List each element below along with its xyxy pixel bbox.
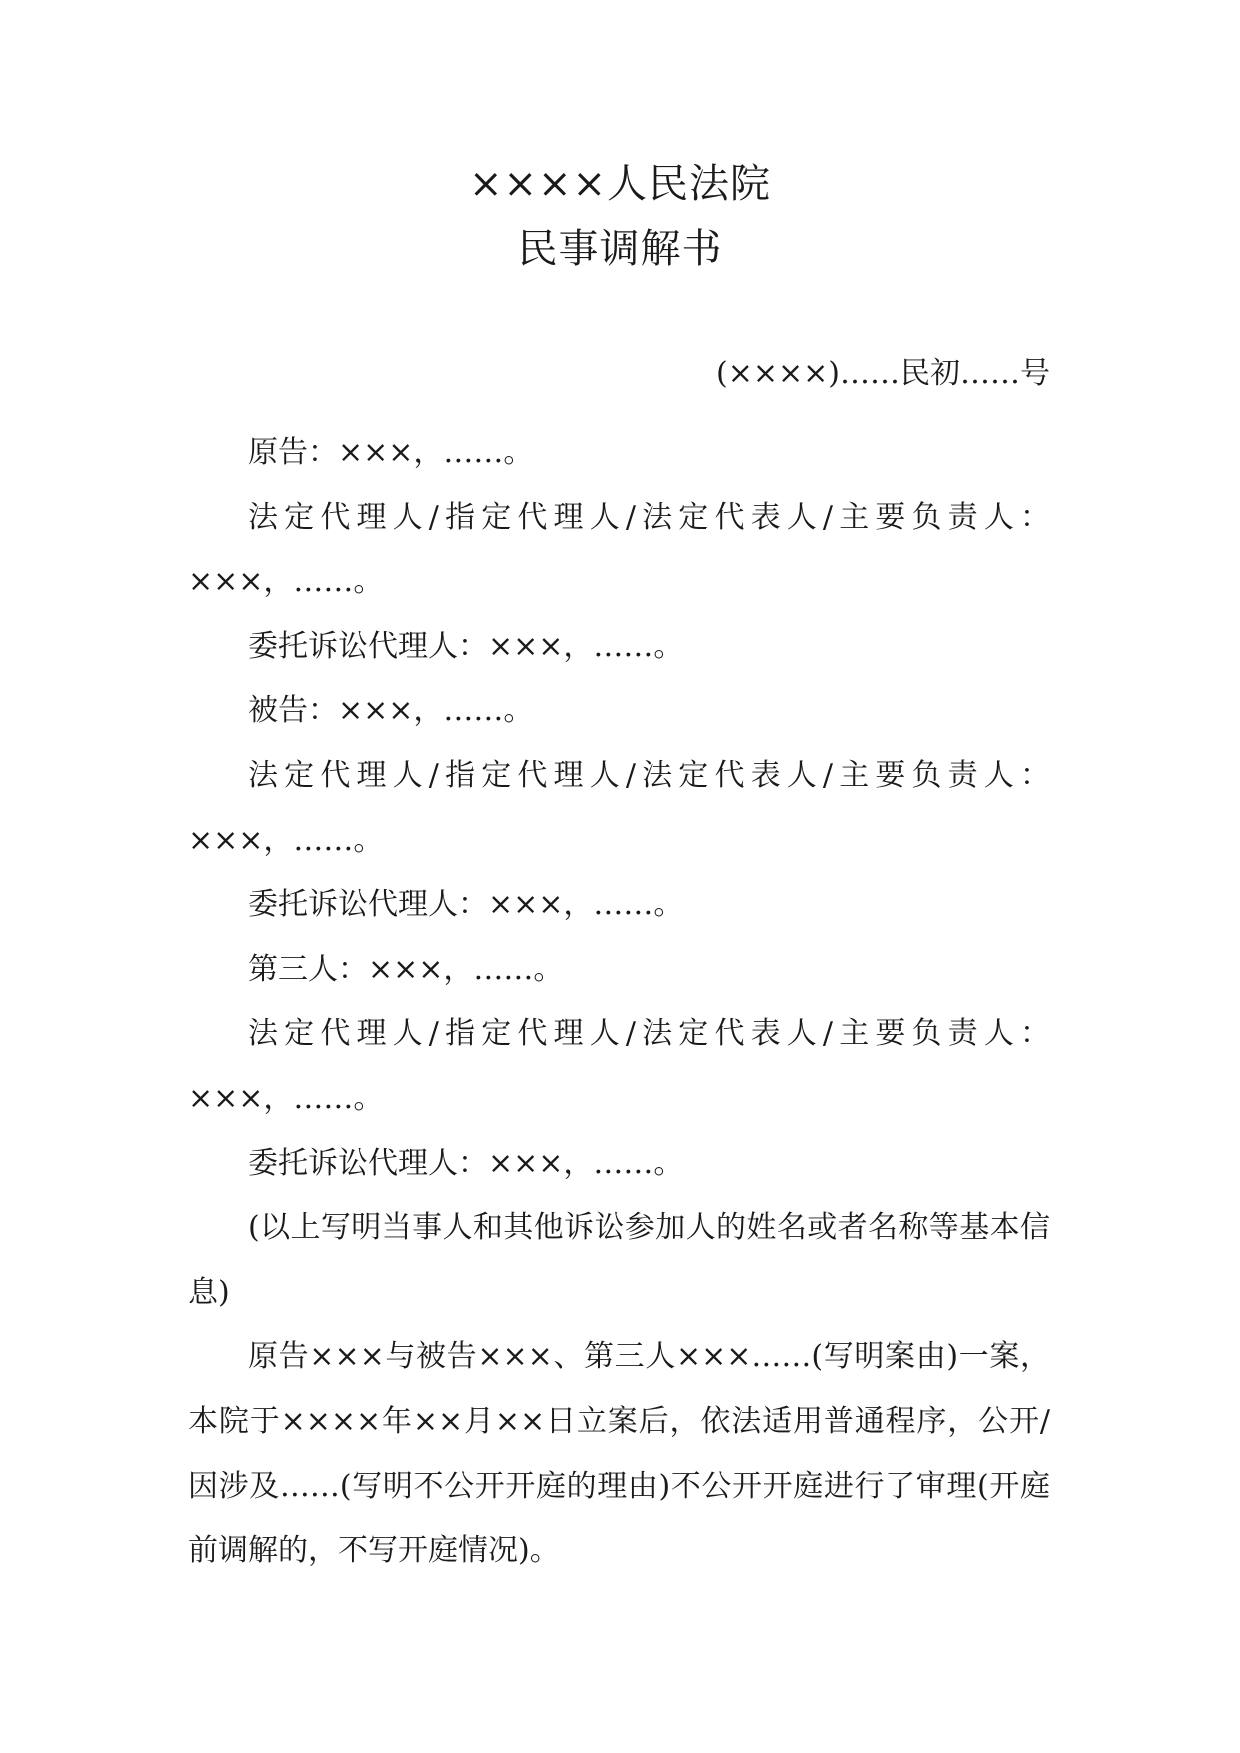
- case-background-paragraph: 原告×××与被告×××、第三人×××……(写明案由)一案，本院于××××年××月××日立案后，依法适用普通程序，公开/因涉及……(写明不公开开庭的理由)不公开开庭进行了审理(开庭前调解的，不写开庭情况)。: [188, 1339, 1050, 1569]
- plaintiff-agent-paragraph: 委托诉讼代理人：×××，……。: [248, 628, 684, 664]
- third-party-agent-paragraph: 委托诉讼代理人：×××，……。: [248, 1145, 684, 1181]
- defendant-representative-paragraph: 法定代理人/指定代理人/法定代表人/主要负责人：×××，……。: [188, 757, 1050, 858]
- parties-note-paragraph: (以上写明当事人和其他诉讼参加人的姓名或者名称等基本信息): [188, 1210, 1050, 1310]
- document-type-title: 民事调解书: [517, 226, 723, 272]
- defendant-paragraph: 被告：×××，……。: [248, 693, 534, 729]
- document-body: [188, 421, 1050, 1584]
- third-party-paragraph: 第三人：×××，……。: [248, 951, 564, 987]
- court-name-title: ××××人民法院: [468, 161, 772, 207]
- defendant-agent-paragraph: 委托诉讼代理人：×××，……。: [248, 887, 684, 923]
- case-number: (××××)……民初……号: [716, 356, 1050, 391]
- plaintiff-paragraph: 原告：×××，……。: [248, 435, 534, 470]
- plaintiff-representative-paragraph: 法定代理人/指定代理人/法定代表人/主要负责人：×××，……。: [188, 499, 1050, 600]
- third-party-representative-paragraph: 法定代理人/指定代理人/法定代表人/主要负责人：×××，……。: [188, 1016, 1050, 1116]
